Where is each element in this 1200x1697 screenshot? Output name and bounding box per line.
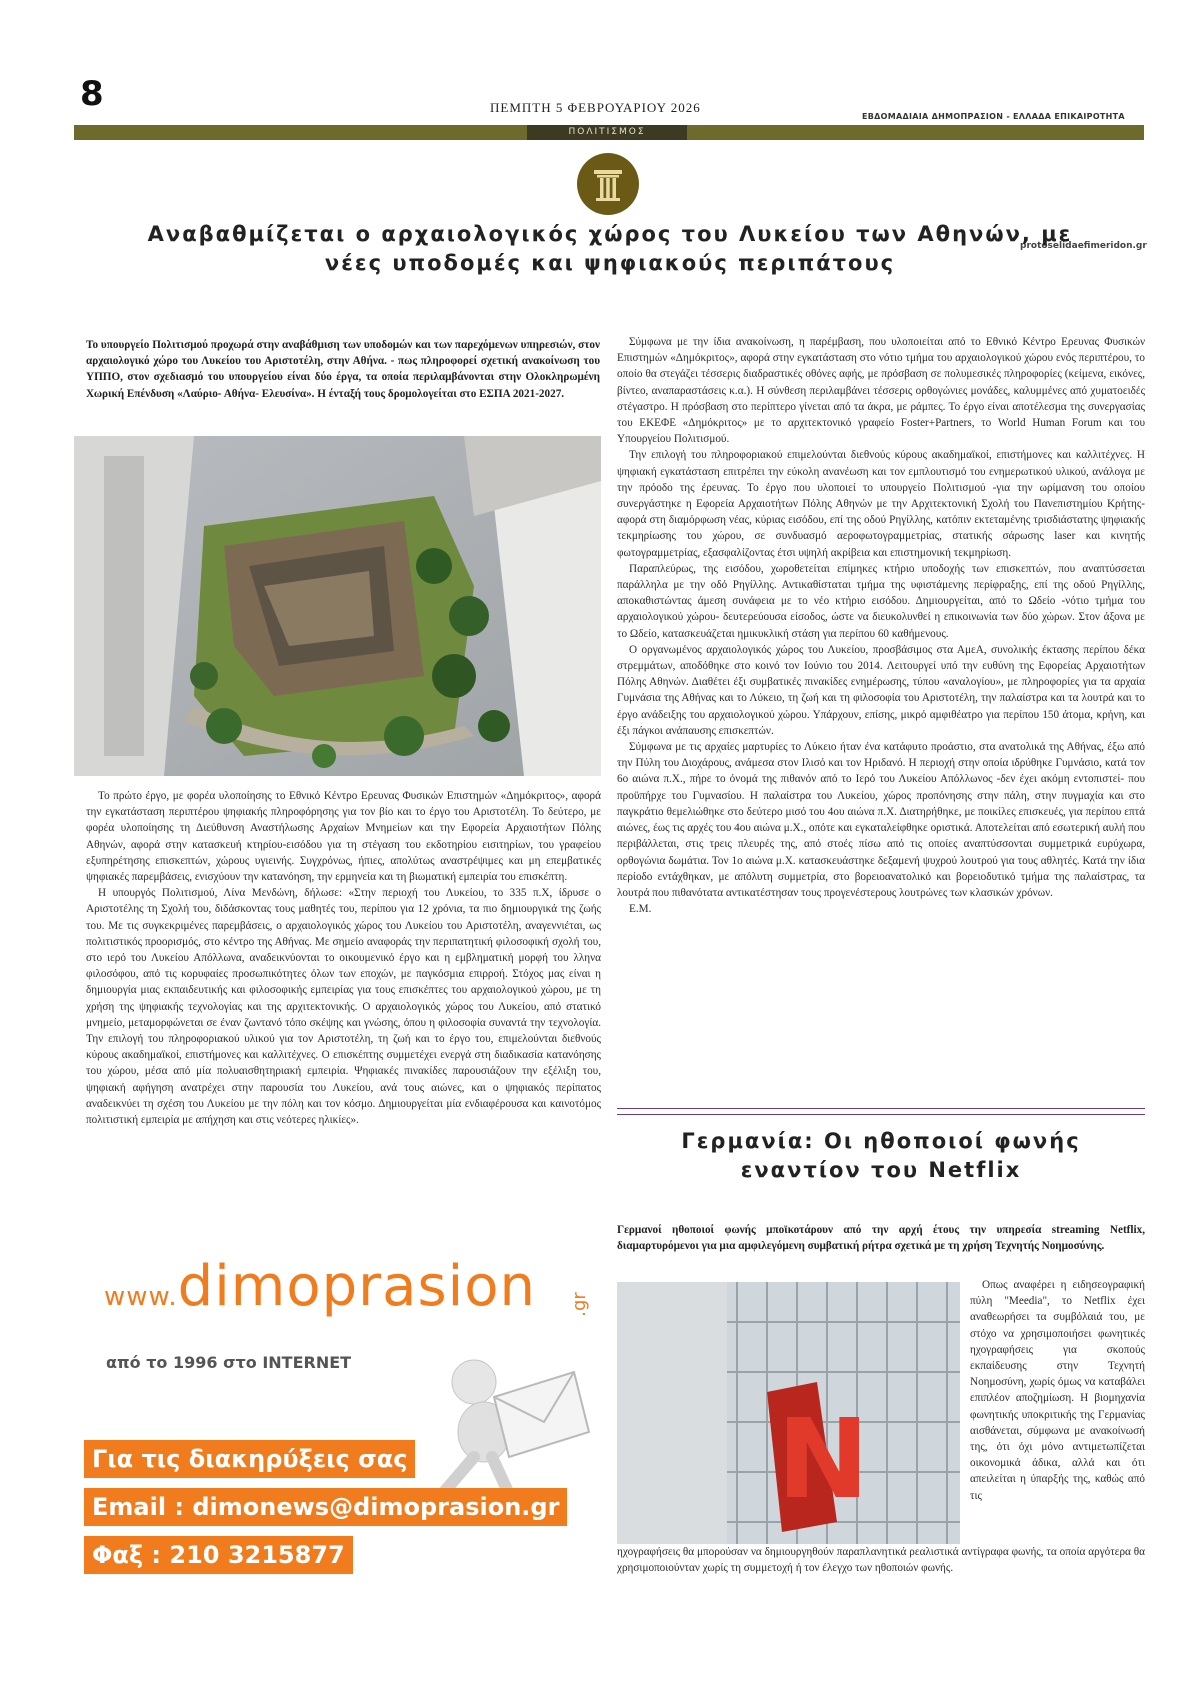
dimoprasion-advert[interactable] bbox=[74, 1252, 601, 1592]
advert-brand-name: dimoprasion bbox=[177, 1254, 536, 1319]
advert-line-fax: Φαξ : 210 3215877 bbox=[84, 1536, 353, 1574]
paragraph: Σύμφωνα με τις αρχαίες μαρτυρίες το Λύκειο ήταν ένα κατάφυτο προάστιο, στα ανατολικά της Αθήνας, έξω από την Πύλη του Διοχάρους, ανάμεσα στον Ιλισό και τον Ηριδανό. Η περιοχή στην οποία ιδρύθηκε Γυμνάσιο, κατά τον 6ο αιώνα π.Χ., πήρε το όνομά της πιθανόν από το Ιερό του Λυκείου Απόλλωνος -δεν έχει ακόμη εντοπιστεί- που προϋπήρχε του Γυμνασίου. Η παλαίστρα του Λυκείου, χώρος προπόνησης στην πάλη, στην πυγμαχία και στο παγκράτιο θεμελιώθηκε στο δεύτερο μισό του 4ου αιώνα π.Χ. Διατηρήθηκε, με ποικίλες επισκευές, για περίπου επτά αιώνες, έως τις αρχές του 4ου αιώνα μ.Χ., οπότε και εγκαταλείφθηκε οριστικά. Αποτελείται από εσωτερική αυλή που περιβάλλεται, στις τρεις πλευρές της, από στοές πίσω από τις οποίες αναπτύσσονται συμμετρικά ευρύχωρα, ορθογώνια δωμάτια. Τον 1ο αιώνα μ.Χ. κατασκευάστηκε δεξαμενή ψυχρού λουτρού για τους αθλητές. Κατά την ίδια περίοδο εντάχθηκαν, με απόλυτη συμμετρία, στο βορειοανατολικό και βορειοδυτικό τμήμα της παλαίστρας, τα λουτρά που πιθανότατα αντικατέστησαν τους προγενέστερους λουτρώνες των κλασικών χρόνων. bbox=[617, 741, 1145, 899]
article-title-2: Γερμανία: Οι ηθοποιοί φωνής εναντίον του Netflix bbox=[681, 1129, 1081, 1182]
paragraph: Την επιλογή του πληροφοριακού επιμελούνται διεθνούς κύρους ακαδημαϊκοί, επιστήμονες και καλλιτέχνες. Η ψηφιακή εγκατάσταση επιτρέπει την εύκολη ανανέωση και τον εμπλουτισμό του ενημερωτικού υλικού, ανάλογα με την πρόοδο της έρευνας. Το έργο που υλοποιεί το υπουργείο Πολιτισμού -για την ωρίμανση του οποίου συνεργάστηκε η Εφορεία Αρχαιοτήτων Πόλης Αθηνών με την Αρχιτεκτονική Σχολή του Πανεπιστημίου Κρήτης- αφορά στη διαμόρφωση νέας, κύριας εισόδου, επί της οδού Ρηγίλλης, κατόπιν εκτεταμένης τρισδιάστατης ψηφιακής τεκμηρίωσης του χώρου, σε συνδυασμό αεροφωτογραμμετρίας, στατικής σάρωσης laser και κινητής φωτογραμμετρίας, εξασφαλίζοντας έτσι υψηλή ακρίβεια και επιστημονική τεκμηρίωση. bbox=[617, 449, 1145, 559]
paragraph: ηχογραφήσεις θα μπορούσαν να δημιουργηθούν παραπλανητικά ρεαλιστικά αντίγραφα φωνής, τα οποία αργότερα θα χρησιμοποιούνταν χωρίς τη συμμετοχή ή τον έλεγχο των ηθοποιών φωνής. bbox=[617, 1546, 1145, 1575]
advert-tld: .gr bbox=[568, 1292, 590, 1317]
column-icon bbox=[577, 153, 639, 215]
paragraph: Οπως αναφέρει η ειδησεογραφική πύλη "Meedia", το Netflix έχει αναθεωρήσει τα συμβόλαιά του, με στόχο να χρησιμοποιήσει φωνητικές ηχογραφήσεις για σκοπούς εκπαίδευσης στην Τεχνητή Νοημοσύνη, χωρίς όμως να καταβάλει επιπλέον αποζημίωση. Η βιομηχανία φωνητικής υποκριτικής της Γερμανίας αισθάνεται, σύμφωνα με ανακοίνωσή της, ότι όχι μόνο αντιμετωπίζεται οικονομικά άδικα, αλλά και ότι απειλείται η ύπαρξής της, καθώς από τις bbox=[970, 1279, 1145, 1502]
advert-www: www. bbox=[104, 1282, 178, 1312]
article-title: Αναβαθμίζεται ο αρχαιολογικός χώρος του Λυκείου των Αθηνών, με νέες υποδομές και ψηφιακούς περιπάτους bbox=[147, 222, 1073, 275]
article-lead-2: Γερμανοί ηθοποιοί φωνής μποϊκοτάρουν από την αρχή έτους την υπηρεσία streaming Netflix, διαμαρτυρόμενοι για μια αμφιλεγόμενη συμβατική ρήτρα σχετικά με τη χρήση Τεχνητής Νοημοσύνης. bbox=[617, 1224, 1145, 1253]
paragraph: Σύμφωνα με την ίδια ανακοίνωση, η παρέμβαση, που υλοποιείται από το Εθνικό Κέντρο Ερευνας Φυσικών Επιστημών «Δημόκριτος», αφορά στην εγκατάσταση στο νότιο τμήμα του αρχαιολογικού χώρου ενός περιπτέρου, το οποίο θα στεγάζει τέσσερις διαδραστικές οθόνες αφής, με πρόσβαση σε πολυμεσικές πληροφορίες (κείμενα, εικόνες, βίντεο, αναπαραστάσεις κ.α.). Η σύνθεση περιλαμβάνει τέσσερις ορθογώνιες μονάδες, καλυμμένες από χυματοειδές στέγαστρο. Η πρόσβαση στο περίπτερο γίνεται από τα άκρα, με ράμπες. Το έργο είναι αποτέλεσμα της συνεργασίας του ΕΚΕΦΕ «Δημόκριτος» με το αρχιτεκτονικό γραφείο Foster+Partners, το World Human Forum και του Υπουργείου Πολιτισμού. bbox=[617, 336, 1145, 446]
netflix-sign-letter: N bbox=[777, 1395, 870, 1523]
advert-line-notices: Για τις διακηρύξεις σας bbox=[84, 1440, 415, 1478]
section-label: ΠΟΛΙΤΙΣΜΟΣ bbox=[527, 125, 687, 140]
site-credit: protoselidaefimeridon.gr bbox=[1020, 241, 1147, 251]
site-rendering-photo bbox=[74, 436, 601, 776]
article-lead: Το υπουργείο Πολιτισμού προχωρά στην αναβάθμιση των υποδομών και των παρεχόμενων υπηρεσιών, στον αρχαιολογικό χώρο του Λυκείου του Αριστοτέλη, στην Αθήνα. - πως πληροφορεί σχετική ανακοίνωση του ΥΠΠΟ, στον σχεδιασμό του υπουργείου είναι δύο έργα, τα οποία περιλαμβάνονται στην Ολοκληρωμένη Χωρική Επένδυση «Λαύριο- Αθήνα- Ελευσίνα». Η ένταξή τους δρομολογείται στο ΕΣΠΑ 2021-2027. bbox=[86, 339, 600, 400]
masthead: ΕΒΔΟΜΑΔΙΑΙΑ ΔΗΜΟΠΡΑΣΙΟΝ - ΕΛΛΑΔΑ ΕΠΙΚΑΙΡΟΤΗΤΑ bbox=[862, 112, 1125, 121]
paragraph: Παραπλεύρως, της εισόδου, χωροθετείται επίμηκες κτήριο υποδοχής των επισκεπτών, που αναπτύσσεται παράλληλα με την οδό Ρηγίλλης. Αντικαθίσταται τμήμα της υφιστάμενης περίφραξης, επί της οδού Ρηγίλλης, αποκαθιστώντας άμεση συνάφεια με το νέο κτήριο εισόδου. Δημιουργείται, από το Ωδείο -νότιο τμήμα του αρχαιολογικού χώρου- δευτερεύουσα είσοδος, ώστε να διευκολυνθεί η επικοινωνία των δύο χώρων. Στον άξονα με το Ωδείο, κατασκευάζεται ημικυκλική στάση για περίπου 60 καθήμενους. bbox=[617, 562, 1145, 640]
author-signature: Ε.Μ. bbox=[629, 903, 652, 916]
advert-line-email[interactable]: Email : dimonews@dimoprasion.gr bbox=[84, 1488, 567, 1526]
article-divider bbox=[617, 1108, 1145, 1115]
envelope-figure bbox=[414, 1352, 594, 1507]
paragraph: Το πρώτο έργο, με φορέα υλοποίησης το Εθνικό Κέντρο Ερευνας Φυσικών Επιστημών «Δημόκριτος», αφορά την εγκατάσταση περιπτέρου ψηφιακής πληροφόρησης για τον βίο και το έργο του Αριστοτέλη. Το δεύτερο, με φορέα υλοποίησης τη Διεύθυνση Αναστήλωσης Αρχαίων Μνημείων και την Εφορεία Αρχαιοτήτων Πόλης Αθηνών, αφορά στην κατασκευή κτηρίου-εισόδου για τη στέγαση του εκδοτηρίου εισιτηρίων, του γραφείου εξυπηρέτησης επισκεπτών, χώρους υγιεινής. Συγχρόνως, ήπιες, απολύτως αναστρέψιμες και μη επεμβατικές ψηφιακές παρεμβάσεις, ενισχύουν την κατανόηση, την ερμηνεία και τη βιωματική εμπειρία του επισκέπτη. bbox=[86, 790, 601, 884]
paragraph: Η υπουργός Πολιτισμού, Λίνα Μενδώνη, δήλωσε: «Στην περιοχή του Λυκείου, το 335 π.Χ, ίδρυσε ο Αριστοτέλης τη Σχολή του, διδάσκοντας τους μαθητές του, περίπου για 12 χρόνια, τα πιο δημιουργικά της ζωής του. Με τις συγκεκριμένες παρεμβάσεις, ο αρχαιολογικός χώρος του Λυκείου του Αριστοτέλη, αναγεννιέται, ως πολιτιστικός προορισμός, στο κέντρο της Αθήνας. Με σημείο αναφοράς την περιπατητική φιλοσοφική σχολή του, στο ιερό του Λυκείου Απόλλωνα, αναδεικνύονται το οικουμενικό έργο και η εμβληματική μορφή του λληνα φιλοσόφου, από τις κορυφαίες προσωπικότητες όλων των εποχών, με παγκόσμια επιρροή. Στόχος μας είναι η δημιουργία μιας εκπαιδευτικής και φιλοσοφικής εμπειρίας για τους επισκέπτες του αρχαιολογικού χώρου, με τη χρήση της ψηφιακής τεχνολογίας και της αρχιτεκτονικής. Ο αρχαιολογικός χώρος του Λυκείου, από στατικό μνημείο, μεταμορφώνεται σε έναν ζωντανό τόπο σκέψης και γνώσης, όπου η φιλοσοφία συναντά την τεχνολογία. Την επιλογή του πληροφοριακού υλικού για τον Αριστοτέλη, τη ζωή και το έργο του, επιμελούνται διεθνούς κύρους ακαδημαϊκοί, επιστήμονες και καλλιτέχνες. Ο επισκέπτης συμμετέχει ενεργά στη διαδικασία κατανόησης του χώρου, μέσα από μία πολυαισθητηριακή εμπειρία. Ψηφιακές πινακίδες παρουσιάζουν την εξέλιξη του, ψηφιακή αφήγηση ανατρέχει στην παρουσία του Λυκείου, ανά τους αιώνες, και ο ψηφιακός περίπατος αναδεικνύει τη σχέση του Λυκείου με την πόλη και τον κόσμο. Δημιουργείται μία ενδιαφέρουσα και καινοτόμος πολιτιστική εμπειρία με απήχηση και στις νεότερες ηλικίες». bbox=[86, 887, 601, 1127]
issue-date: ΠΕΜΠΤΗ 5 ΦΕΒΡΟΥΑΡΙΟΥ 2026 bbox=[490, 100, 701, 115]
page-number: 8 bbox=[80, 74, 104, 114]
advert-tagline: από το 1996 στο INTERNET bbox=[106, 1353, 352, 1372]
article2-side-column bbox=[970, 1277, 1145, 1504]
article-column-1 bbox=[86, 788, 601, 1128]
netflix-building-photo bbox=[617, 1282, 960, 1544]
paragraph: Ο οργανωμένος αρχαιολογικός χώρος του Λυκείου, προσβάσιμος στα ΑμεΑ, συνολικής έκτασης περίπου δέκα στρεμμάτων, αποδόθηκε στο κοινό τον Ιούνιο του 2014. Λειτουργεί υπό την ευθύνη της Εφορείας Αρχαιοτήτων Πόλης Αθηνών. Διαθέτει έξι συμβατικές πινακίδες ενημέρωσης, τύπου «αναλογίου», με πληροφορίες για τα αρχαία Γυμνάσια της Αθήνας και το Λύκειο, τη ζωή και τη φιλοσοφία του Αριστοτέλη, την παλαίστρα και τα λουτρά και το έργο ανάδειξης του αρχαιολογικού χώρου. Υπάρχουν, επίσης, μικρό αμφιθέατρο για περίπου 150 άτομα, κρήνη, και έξι πάγκοι ανάπαυσης επισκεπτών. bbox=[617, 643, 1145, 737]
advert-brand bbox=[104, 1254, 536, 1319]
article-column-2 bbox=[617, 334, 1145, 917]
article2-bottom-text bbox=[617, 1544, 1145, 1576]
